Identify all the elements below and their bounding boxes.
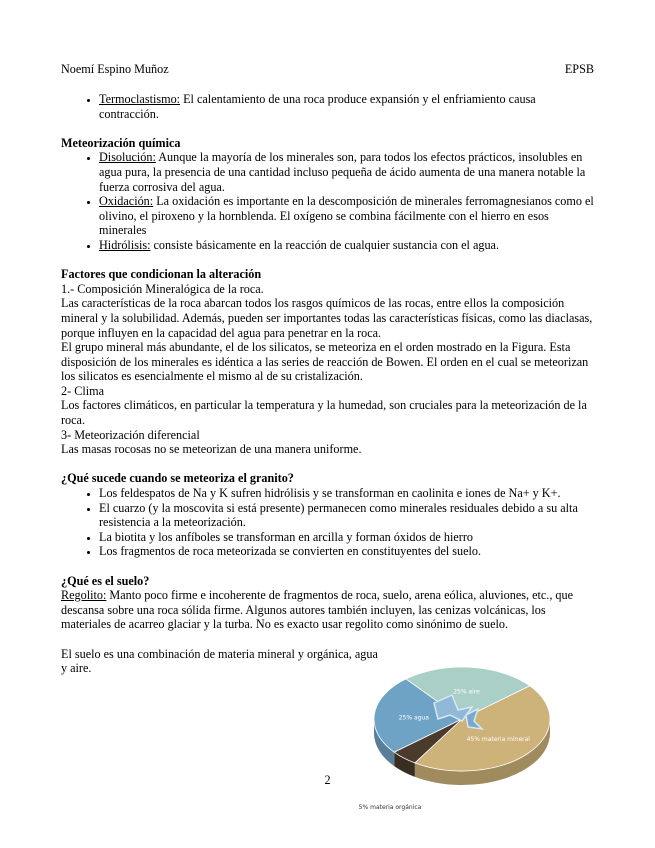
section-title: ¿Qué es el suelo? [61, 573, 150, 588]
school-name: EPSB [564, 62, 594, 76]
paragraph: Regolito: Manto poco firme e incoherente de fragmentos de roca, suelo, arena eólica, aluviones, etc., que descansa sobre una roca sólida firme. Algunos autores también incluyen, las cenizas volcánicas, los materiales de acarreo glaciar y la turba. No es exacto usar regolito como sinónimo de suelo. [61, 588, 574, 632]
paragraph: 2- Clima [61, 383, 104, 398]
chemical-weathering-list [61, 150, 596, 252]
list-item: • Oxidación: La oxidación es importante en la descomposición de minerales ferromagnesianos como el olivino, el piroxeno y la hornblenda. El oxígeno se combina fácilmente con el hierro en esos minerales [99, 194, 596, 238]
paragraph: Las características de la roca abarcan todos los rasgos químicos de las rocas, entre ellos la composición mineral y la solubilidad. Además, pueden ser importantes todas las características físicas, como las diaclasas, porque influyen en la capacidad del agua para penetrar en la roca. [61, 296, 593, 340]
paragraph: El suelo es una combinación de materia mineral y orgánica, agua y aire. [61, 646, 378, 676]
paragraph: Los factores climáticos, en particular la temperatura y la humedad, son cruciales para la meteorización de la roca. [61, 398, 587, 428]
section-title: Meteorización química [61, 135, 181, 150]
physical-weathering-list [61, 92, 596, 121]
list-item: • Los fragmentos de roca meteorizada se convierten en constituyentes del suelo. [99, 544, 596, 559]
term: Hidrólisis: [99, 237, 151, 252]
list-item: • El cuarzo (y la moscovita si está presente) permanecen como minerales residuales debido a su alta resistencia a la meteorización. [99, 501, 596, 530]
paragraph: El grupo mineral más abundante, el de los silicatos, se meteoriza en el orden mostrado en la Figura. Esta disposición de los minerales es idéntica a las series de reacción de Bowen. El orden en el cual se meteorizan los silicatos es esencialmente el mismo al de su cristalización. [61, 340, 589, 384]
pie-slice-label: 25% agua [398, 714, 429, 722]
granite-list [61, 486, 596, 559]
paragraph: Las masas rocosas no se meteorizan de una manera uniforme. [61, 442, 362, 457]
term: Oxidación: [99, 194, 154, 209]
page-number: 2 [324, 773, 331, 787]
author-name: Noemí Espino Muñoz [61, 62, 169, 76]
pie-slice-label: 25% aire [453, 688, 480, 696]
paragraph: 1.- Composición Mineralógica de la roca. [61, 281, 264, 296]
list-item: • Hidrólisis: consiste básicamente en la reacción de cualquier sustancia con el agua. [99, 238, 596, 253]
term: Disolución: [99, 150, 156, 165]
section-title: Factores que condicionan la alteración [61, 267, 262, 282]
list-item: • La biotita y los anfíboles se transforman en arcilla y forman óxidos de hierro [99, 530, 596, 545]
term: Termoclastismo: [99, 92, 181, 106]
pie-slice-label: 45% materia mineral [466, 735, 530, 743]
paragraph: 3- Meteorización diferencial [61, 427, 200, 442]
list-item: • Disolución: Aunque la mayoría de los minerales son, para todos los efectos prácticos, insolubles en agua pura, la presencia de una cantidad incluso pequeña de ácido aumenta de una manera notable la fuerza corrosiva del agua. [99, 150, 596, 194]
pie-slice-label: 5% materia orgánica [358, 804, 422, 811]
list-item: • Los feldespatos de Na y K sufren hidrólisis y se transforman en caolinita e iones de Na+ y K+. [99, 486, 596, 501]
page-content [61, 92, 596, 676]
section-title: ¿Qué sucede cuando se meteoriza el granito? [61, 471, 294, 486]
term: Regolito: [61, 588, 107, 603]
list-item: • Termoclastismo: El calentamiento de una roca produce expansión y el enfriamiento causa contracción. [99, 92, 596, 121]
